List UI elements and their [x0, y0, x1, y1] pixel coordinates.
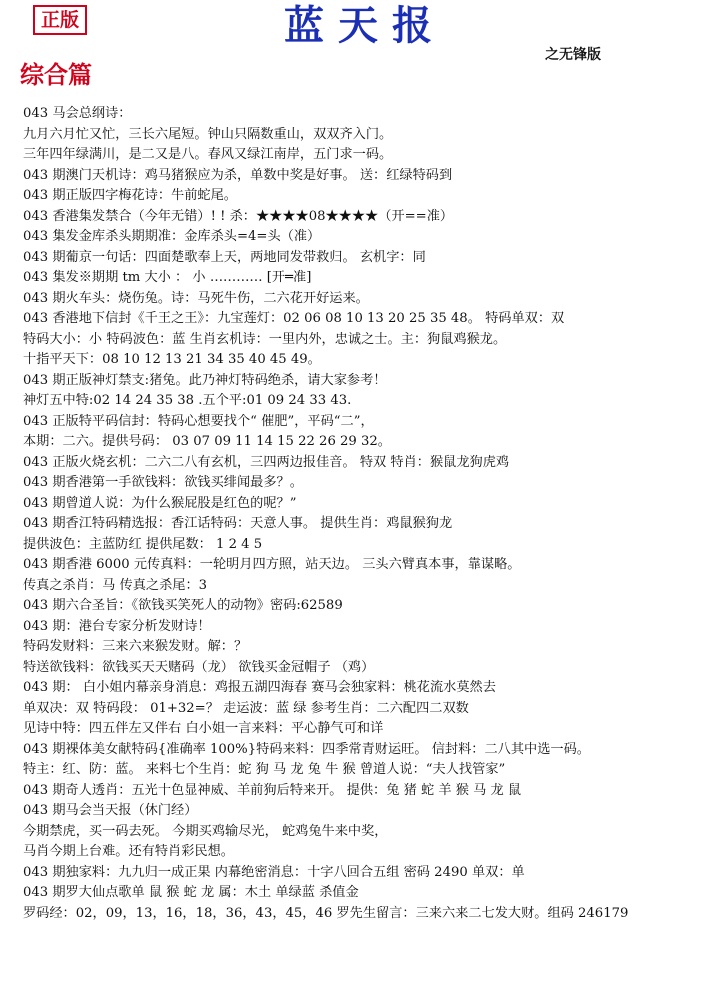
text-line: 043 期六合圣旨：《欲钱买笑死人的动物》密码:62589: [23, 598, 343, 613]
text-line: 043 香港地下信封《千王之王》：九宝莲灯：02 06 08 10 13 20 25 35 48。 特码单双：双: [23, 311, 565, 326]
text-line: 043 期裸体美女献特码{准确率 100%}特码来料：四季常青财运旺。 信封料：二八其中选一码。: [23, 741, 590, 757]
text-line: 043 期： 白小姐内幕亲身消息：鸡报五湖四海春 赛马会独家料：桃花流水莫然去: [23, 680, 496, 695]
text-line: 043 正版特平码信封：特码心想要找个“ 催肥”，平码“二”，: [23, 413, 374, 429]
edition-label: 之无锋版: [545, 47, 601, 63]
text-line: 本期：二六。提供号码： 03 07 09 11 14 15 22 26 29 32。: [23, 434, 391, 449]
text-line: 三年四年绿满川，是二又是八。春风又绿江南岸，五门求一码。: [23, 147, 393, 162]
text-line: 043 集发金库杀头期期准：金库杀头=4=头（准）: [23, 229, 321, 244]
text-line: 043 期罗大仙点歌单 鼠 猴 蛇 龙 属：木土 单绿蓝 杀值金: [23, 885, 359, 900]
text-line: 043 期葡京一句话：四面楚歌奉上天，两地同发带救归。 玄机字：同: [23, 249, 426, 265]
text-line: 神灯五中特:02 14 24 35 38 .五个平:01 09 24 33 43.: [23, 393, 352, 408]
text-line: 043 期澳门天机诗：鸡马猪猴应为杀，单数中奖是好事。 送：红绿特码到: [23, 167, 453, 183]
text-line: 马肖今期上台难。还有特肖彩民想。: [23, 844, 234, 859]
text-line: 043 期曾道人说：为什么猴屁股是红色的呢？”: [23, 495, 297, 511]
content-body: [23, 104, 708, 924]
edition-badge: 正版: [33, 5, 87, 35]
text-line: 043 期香港 6000 元传真料：一轮明月四方照，站天边。 三头六臂真本事，靠谋略。: [23, 557, 521, 572]
text-line: 提供波色：主蓝防红 提供尾数： 1 2 4 5: [23, 536, 263, 552]
page-title: 蓝天报: [284, 2, 446, 49]
text-line: 043 期正版神灯禁支:猪兔。此乃神灯特码绝杀，请大家参考！: [23, 372, 387, 388]
text-line: 特主：红、防：蓝。 来料七个生肖：蛇 狗 马 龙 兔 牛 猴 曾道人说：“夫人找管家”: [23, 762, 506, 777]
text-line: 特码大小：小 特码波色：蓝 生肖玄机诗：一里内外，忠诚之士。主：狗鼠鸡猴龙。: [23, 331, 507, 347]
text-line: 见诗中特：四五伴左又伴右 白小姐一言来料：平心静气可和详: [23, 721, 384, 736]
text-line: 罗码经：02，09，13，16，18，36，43，45，46 罗先生留言：三来六来二七发大财。组码 246179: [23, 905, 629, 921]
text-line: 043 期香江特码精选报：香江话特码：天意人事。 提供生肖：鸡鼠猴狗龙: [23, 516, 453, 531]
text-line: 特送欲钱料：欲钱买天天赌码（龙） 欲钱买金冠帽子 （鸡）: [23, 659, 375, 675]
text-line: 043 期：港台专家分析发财诗！: [23, 618, 211, 634]
text-line: 043 期奇人透肖：五光十色显神威、羊前狗后特来开。 提供：兔 猪 蛇 羊 猴 马 龙 鼠: [23, 782, 522, 798]
text-line: 九月六月忙又忙，三长六尾短。钟山只隔数重山，双双齐入门。: [23, 126, 393, 142]
text-line: 043 集发※期期 tm 大小 ： 小 ………… [开═准]: [23, 270, 312, 285]
text-line: 043 期正版四字梅花诗：牛前蛇尾。: [23, 188, 237, 203]
text-line: 单双决：双 特码段： 01+32=？ 走运波：蓝 绿 参考生肖：二六配四二双数: [23, 700, 469, 716]
text-line: 043 马会总纲诗：: [23, 106, 132, 121]
text-line: 043 期独家料：九九归一成正果 内幕绝密消息：十字八回合五组 密码 2490 单双：单: [23, 864, 525, 880]
text-line: 今期禁虎，买一码去死。 今期买鸡输尽光， 蛇鸡兔牛来中奖，: [23, 823, 388, 839]
text-line: 十指平天下：08 10 12 13 21 34 35 40 45 49。: [23, 352, 321, 367]
text-line: 043 期马会当天报（休门经）: [23, 803, 198, 818]
text-line: 传真之杀肖：马 传真之杀尾：3: [23, 577, 208, 593]
text-line: 043 期火车头：烧伤兔。诗：马死牛伤，二六花开好运来。: [23, 290, 369, 306]
text-line: 043 期香港第一手欲钱料：欲钱买绯闻最多？。: [23, 475, 303, 490]
text-line: 043 正版火烧玄机：二六二八有玄机，三四两边报佳音。 特双 特肖：猴鼠龙狗虎鸡: [23, 454, 510, 470]
text-line: 043 香港集发禁合（今年无错）! ! 杀：★★★★08★★★★（开==准）: [23, 208, 454, 224]
section-heading: 综合篇: [20, 60, 92, 89]
text-line: 特码发财料：三来六来猴发财。解：？: [23, 639, 248, 654]
